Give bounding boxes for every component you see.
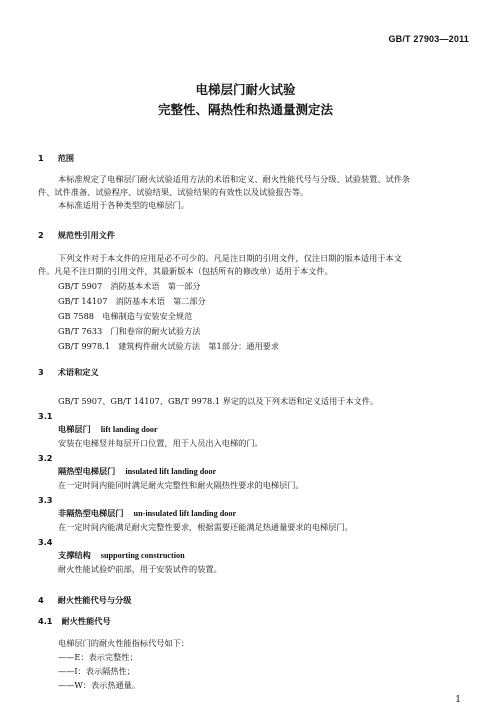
section-number: 1: [38, 153, 44, 163]
reference-item: GB/T 14107 消防基本术语 第二部分: [58, 296, 206, 306]
subsection-number: 4.1: [38, 616, 53, 626]
paragraph-text: 本标准适用于各种类型的电梯层门。: [58, 200, 190, 210]
paragraph-text: 电梯层门的耐火性能指标代号如下：: [58, 638, 190, 648]
term-entry: 电梯层门 lift landing door: [58, 424, 158, 434]
section-title: 术语和定义: [57, 367, 99, 377]
section-2-heading: [38, 230, 115, 241]
clause-number: 3.3: [38, 495, 53, 505]
term-entry: 非隔热型电梯层门 un-insulated lift landing door: [58, 508, 237, 518]
section-4-heading: [38, 595, 131, 606]
clause-number: 3.1: [38, 411, 53, 421]
reference-item: GB 7588 电梯制造与安装安全规范: [58, 311, 193, 321]
section-title: 范围: [57, 153, 75, 163]
reference-item: GB/T 5907 消防基本术语 第一部分: [58, 281, 201, 291]
section-number: 2: [38, 230, 44, 240]
subsection-4-1-heading: [38, 616, 111, 627]
paragraph-text: 件、试件准备、试验程序、试验结果、试验结果的有效性以及试验报告等。: [38, 187, 309, 197]
subsection-title: 耐火性能代号: [61, 616, 111, 626]
reference-item: GB/T 9978.1 建筑构件耐火试验方法 第1部分：通用要求: [58, 341, 280, 351]
paragraph-text: GB/T 5907、GB/T 14107、GB/T 9978.1 界定的以及下列术语和定义适用于本文件。: [58, 396, 379, 406]
section-title: 耐火性能代号与分级: [57, 595, 132, 605]
document-title-line1: 电梯层门耐火试验: [195, 82, 296, 97]
section-number: 4: [38, 595, 44, 605]
page-number: 1: [455, 695, 461, 705]
reference-item: GB/T 7633 门和卷帘的耐火试验方法: [58, 326, 201, 336]
document-title-line2: 完整性、隔热性和热通量测定法: [157, 102, 333, 117]
list-item: ——E：表示完整性；: [58, 652, 138, 662]
term-definition: 在一定时间内能同时满足耐火完整性和耐火隔热性要求的电梯层门。: [58, 480, 304, 490]
section-1-heading: [38, 153, 74, 164]
term-entry: 支撑结构 supporting construction: [58, 550, 185, 560]
section-title: 规范性引用文件: [57, 230, 116, 240]
paragraph-text: 下列文件对于本文件的应用是必不可少的。凡是注日期的引用文件，仅注日期的版本适用于本文: [58, 253, 402, 263]
term-entry: 隔热型电梯层门 insulated lift landing door: [58, 466, 217, 476]
paragraph-text: 件。凡是不注日期的引用文件，其最新版本（包括所有的修改单）适用于本文件。: [38, 266, 333, 276]
list-item: ——I：表示隔热性；: [58, 666, 135, 676]
section-number: 3: [38, 367, 44, 377]
clause-number: 3.2: [38, 453, 53, 463]
standard-number: GB/T 27903—2011: [388, 34, 469, 44]
term-definition: 在一定时间内能满足耐火完整性要求，根据需要还能满足热通量要求的电梯层门。: [58, 522, 353, 532]
clause-number: 3.4: [38, 537, 53, 547]
paragraph-text: 本标准规定了电梯层门耐火试验适用方法的术语和定义、耐火性能代号与分级、试验装置、试件条: [58, 174, 411, 184]
list-item: ——W：表示热通量。: [58, 680, 141, 690]
term-definition: 安装在电梯竖井每层开口位置，用于人员出入电梯的门。: [58, 438, 263, 448]
term-definition: 耐火性能试验炉前部，用于安装试件的装置。: [58, 564, 222, 574]
section-3-heading: [38, 367, 99, 378]
